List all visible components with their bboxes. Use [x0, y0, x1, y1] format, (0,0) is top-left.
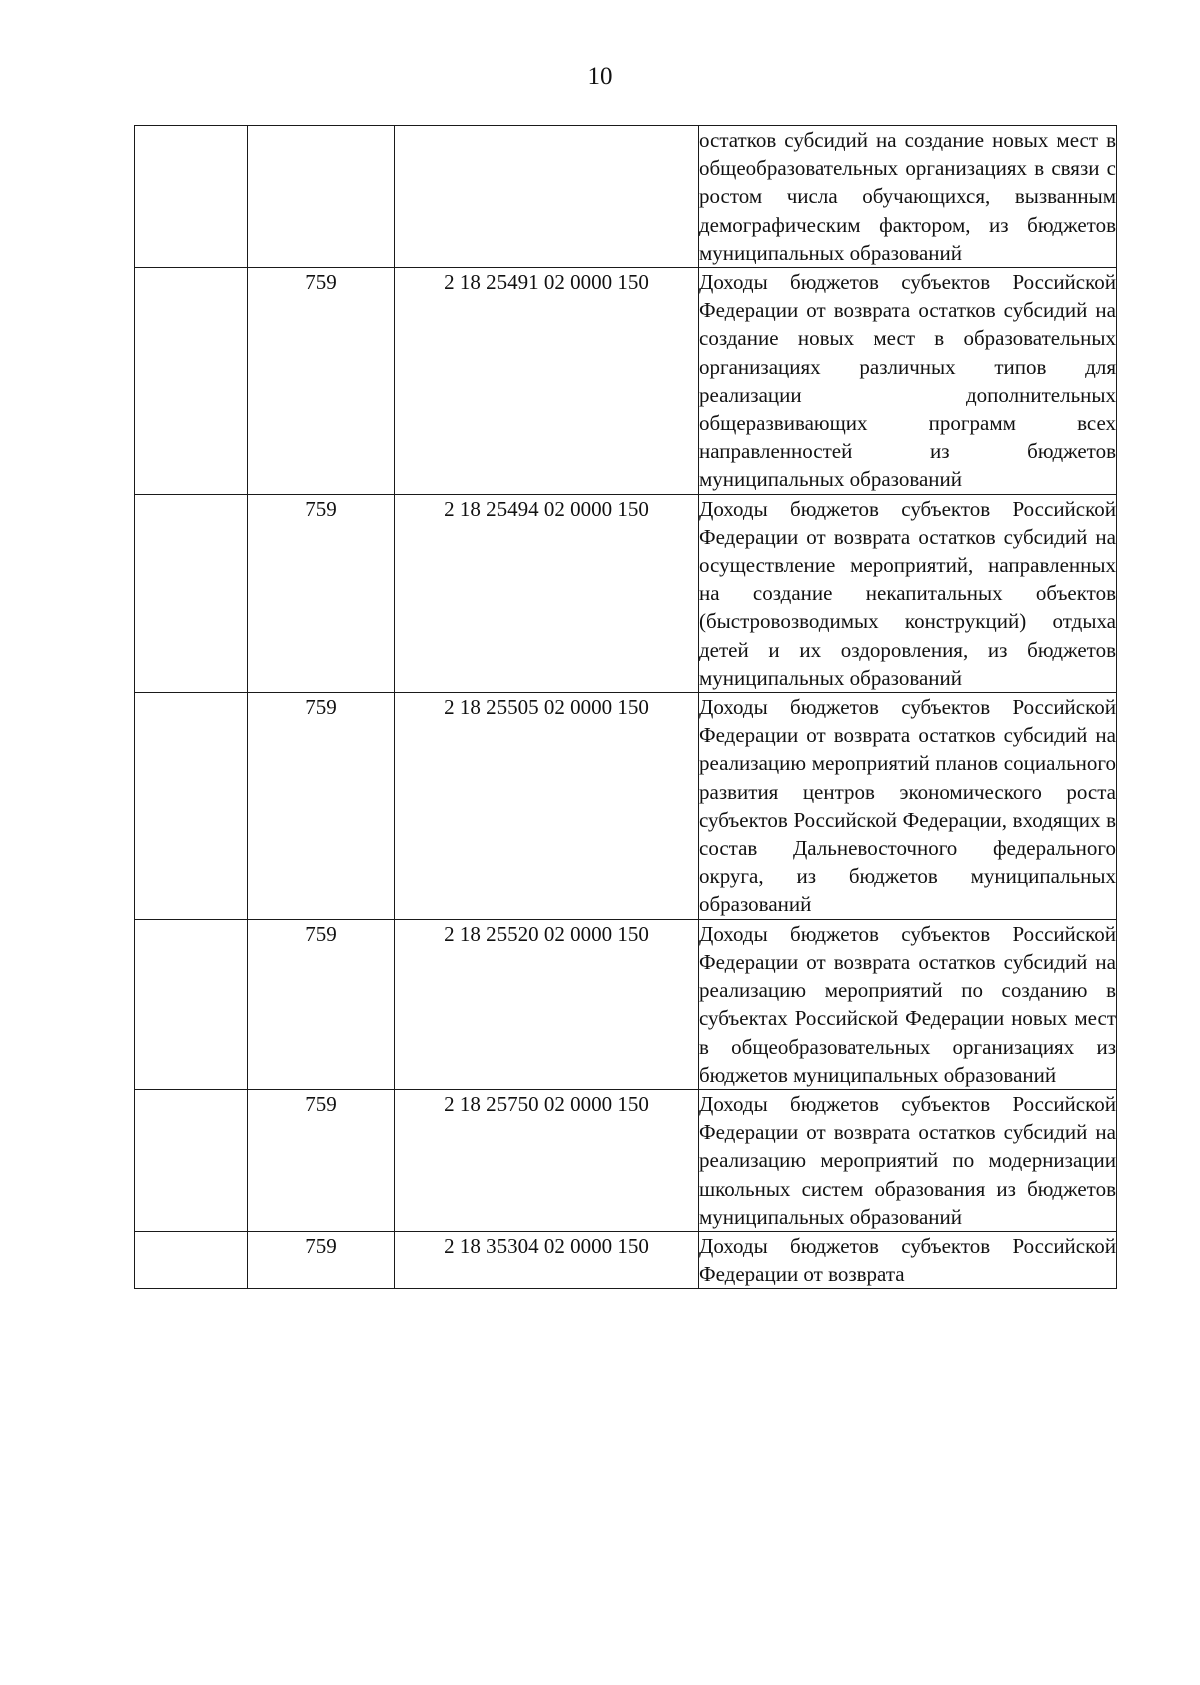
description-cell — [699, 693, 1117, 920]
budget-code-cell: 2 18 25520 02 0000 150 — [395, 919, 699, 1089]
table-row — [135, 126, 1117, 268]
description-text: остатков субсидий на создание новых мест в общеобразовательных организациях в связи с ростом числа обучающихся, вызванным демографическим фактором, из бюджетов муниципальных образований — [699, 128, 1116, 265]
description-text: Доходы бюджетов субъектов Российской Федерации от возврата — [699, 1233, 1116, 1287]
revenue-codes-table — [134, 125, 1117, 1289]
admin-code-cell: 759 — [248, 268, 395, 495]
empty-cell — [135, 268, 248, 495]
description-cell — [699, 1089, 1117, 1231]
description-cell — [699, 126, 1117, 268]
budget-code-cell: 2 18 25494 02 0000 150 — [395, 494, 699, 692]
page-number: 10 — [587, 63, 613, 90]
empty-cell — [135, 126, 248, 268]
description-cell — [699, 919, 1117, 1089]
budget-code-cell — [395, 126, 699, 268]
admin-code-cell: 759 — [248, 494, 395, 692]
empty-cell — [135, 1231, 248, 1288]
description-text: Доходы бюджетов субъектов Российской Федерации от возврата остатков субсидий на реализацию мероприятий по модернизации школьных систем образования из бюджетов муниципальных образований — [699, 1091, 1116, 1229]
table-row — [135, 1231, 1117, 1288]
description-cell — [699, 268, 1117, 495]
description-cell — [699, 494, 1117, 692]
description-text: Доходы бюджетов субъектов Российской Федерации от возврата остатков субсидий на осуществление мероприятий, направленных на создание некапитальных объектов (быстровозводимых конструкций) отдыха детей и их оздоровления, из бюджетов муниципальных образований — [699, 496, 1116, 690]
description-text: Доходы бюджетов субъектов Российской Федерации от возврата остатков субсидий на реализацию мероприятий планов социального развития центров экономического роста субъектов Российской Федерации, входящих в состав Дальневосточного федерального округа, из бюджетов муниципальных образований — [699, 695, 1116, 917]
empty-cell — [135, 494, 248, 692]
table-row — [135, 919, 1117, 1089]
admin-code-cell: 759 — [248, 1231, 395, 1288]
budget-code-cell: 2 18 25750 02 0000 150 — [395, 1089, 699, 1231]
budget-code-cell: 2 18 25505 02 0000 150 — [395, 693, 699, 920]
empty-cell — [135, 693, 248, 920]
table-row — [135, 268, 1117, 495]
table-row — [135, 1089, 1117, 1231]
admin-code-cell: 759 — [248, 1089, 395, 1231]
description-cell — [699, 1231, 1117, 1288]
admin-code-cell: 759 — [248, 693, 395, 920]
admin-code-cell — [248, 126, 395, 268]
description-text: Доходы бюджетов субъектов Российской Федерации от возврата остатков субсидий на создание новых мест в образовательных организациях различных типов для реализации дополнительных общеразвивающих программ всех направленностей из бюджетов муниципальных образований — [699, 270, 1116, 492]
description-text: Доходы бюджетов субъектов Российской Федерации от возврата остатков субсидий на реализацию мероприятий по созданию в субъектах Российской Федерации новых мест в общеобразовательных организациях из бюджетов муниципальных образований — [699, 921, 1116, 1087]
admin-code-cell: 759 — [248, 919, 395, 1089]
table-row — [135, 494, 1117, 692]
empty-cell — [135, 1089, 248, 1231]
budget-code-cell: 2 18 35304 02 0000 150 — [395, 1231, 699, 1288]
empty-cell — [135, 919, 248, 1089]
budget-code-cell: 2 18 25491 02 0000 150 — [395, 268, 699, 495]
table-row — [135, 693, 1117, 920]
